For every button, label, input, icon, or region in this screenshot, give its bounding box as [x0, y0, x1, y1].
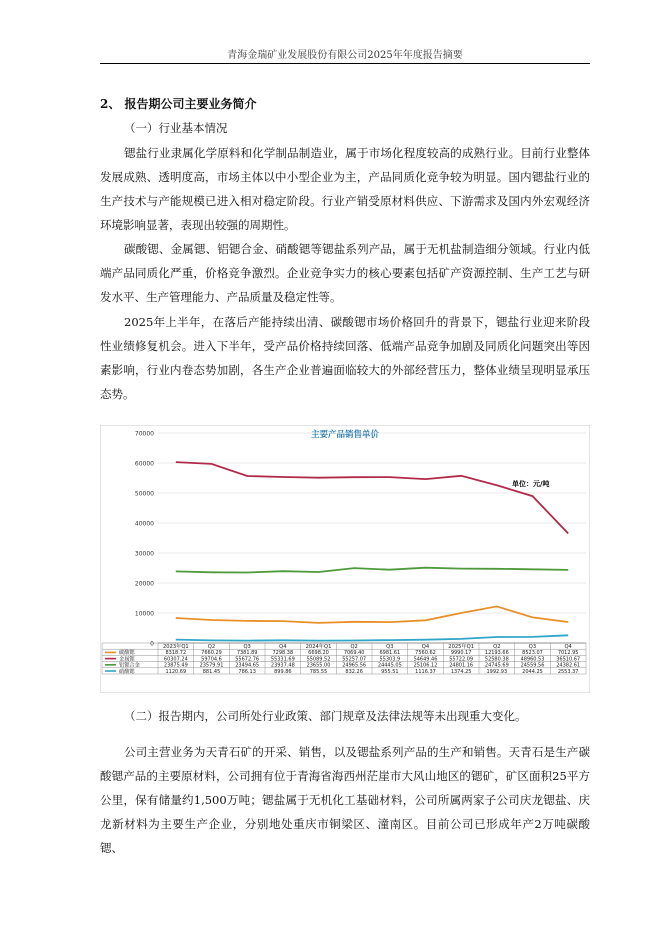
- data-label: 55331.69: [270, 656, 295, 663]
- data-label: 6698.20: [308, 650, 329, 657]
- data-label: 1992.93: [486, 668, 508, 675]
- data-label: 59704.6: [201, 656, 222, 663]
- y-tick-label: 60000: [134, 460, 154, 468]
- x-tick-label: Q3: [243, 644, 251, 650]
- data-label: 8523.07: [522, 650, 543, 657]
- y-tick-label: 40000: [134, 520, 154, 528]
- data-label: 36510.67: [556, 656, 581, 663]
- chart-unit-label: 单位：元/吨: [512, 480, 550, 488]
- x-tick-label: Q2: [207, 644, 216, 650]
- x-tick-label: Q2: [493, 644, 501, 650]
- data-label: 48960.53: [520, 656, 545, 663]
- paragraph-product-competition: 碳酸锶、金属锶、铝锶合金、硝酸锶等锶盐系列产品，属于无机盐制造细分领域。行业内低端产品同质化严重，价格竞争激烈。企业竞争实力的核心要素包括矿产资源控制、生产工艺与研发水平、生产管理能力、产品质量及稳定性等。: [100, 242, 590, 304]
- x-tick-label: Q3: [528, 644, 537, 650]
- data-label: 7069.40: [343, 650, 365, 657]
- data-label: 55722.09: [449, 656, 474, 663]
- data-label: 24382.61: [556, 662, 581, 669]
- y-tick-label: 10000: [134, 610, 154, 618]
- y-tick-label: 20000: [134, 580, 154, 588]
- page-header: 青海金瑞矿业发展股份有限公司2025年年度报告摘要: [227, 50, 463, 61]
- x-tick-label: 2025年Q1: [448, 644, 475, 650]
- legend-entry: 硝酸锶: [119, 668, 135, 675]
- legend-entry: 碳酸锶: [119, 650, 135, 657]
- data-label: 7660.29: [201, 650, 222, 657]
- data-label: 52580.38: [484, 656, 509, 663]
- header-rule: [100, 63, 590, 64]
- x-tick-label: Q4: [279, 644, 287, 650]
- paragraph-main-business: 公司主营业务为天青石矿的开采、销售，以及锶盐系列产品的生产和销售。天青石是生产碳酸锶产品的主要原材料，公司拥有位于青海省海西州茫崖市大风山地区的锶矿，矿区面积25平方公里，保有储量约1,500万吨；锶盐属于无机化工基础材料，公司所属两家子公司庆龙锶盐、庆龙新材料为主要生产企业，分别地处重庆市铜梁区、潼南区。目前公司已形成年产2万吨碳酸锶、: [100, 745, 590, 855]
- data-label: 2553.37: [557, 668, 579, 675]
- data-label: 24801.16: [449, 662, 474, 669]
- data-label: 1116.37: [415, 668, 436, 675]
- data-label: 55257.07: [342, 656, 367, 663]
- data-label: 786.13: [238, 668, 256, 675]
- paragraph-industry-overview: 锶盐行业隶属化学原料和化学制品制造业，属于市场化程度较高的成熟行业。目前行业整体发展成熟、透明度高，市场主体以中小型企业为主，产品同质化竞争较为明显。国内锶盐行业的生产技术与产能规模已进入相对稳定阶段。行业产销受原材料供应、下游需求及国内外宏观经济环境影响显著，表现出较强的周期性。: [100, 146, 590, 232]
- data-label: 24445.05: [377, 662, 402, 669]
- section-heading: 2、 报告期公司主要业务简介: [100, 97, 257, 111]
- legend-entry: 金属锶: [119, 656, 135, 663]
- data-label: 955.51: [381, 668, 399, 675]
- data-label: 12193.66: [484, 650, 509, 657]
- data-label: 54649.46: [413, 656, 438, 663]
- data-label: 1120.69: [165, 668, 187, 675]
- data-label: 899.86: [274, 668, 292, 675]
- data-label: 25106.12: [413, 662, 438, 669]
- data-label: 8318.72: [165, 650, 187, 657]
- data-label: 60307.24: [163, 656, 188, 663]
- data-label: 24559.56: [520, 662, 545, 669]
- sales-price-chart: [100, 425, 590, 693]
- data-label: 9990.17: [450, 650, 472, 657]
- data-label: 7381.89: [236, 650, 258, 657]
- y-tick-label: 70000: [134, 430, 154, 438]
- x-tick-label: 2024年Q1: [305, 644, 332, 650]
- data-label: 23494.65: [235, 662, 260, 669]
- data-label: 23937.48: [270, 662, 295, 669]
- data-label: 785.55: [309, 668, 328, 675]
- data-label: 832.26: [345, 668, 363, 675]
- data-label: 23579.91: [199, 662, 224, 669]
- x-tick-label: Q4: [564, 644, 572, 650]
- x-tick-label: Q2: [350, 644, 358, 650]
- y-tick-label: 50000: [134, 490, 154, 498]
- data-label: 23655.00: [306, 662, 331, 669]
- data-label: 7560.62: [415, 650, 436, 657]
- data-label: 7298.38: [272, 650, 294, 657]
- legend-entry: 铝锶合金: [119, 662, 140, 669]
- data-label: 881.45: [202, 668, 221, 675]
- x-tick-label: Q4: [421, 644, 430, 650]
- data-label: 55089.52: [306, 656, 331, 663]
- data-label: 23875.49: [163, 662, 188, 669]
- subsection-heading-industry: （一）行业基本情况: [124, 121, 228, 135]
- paragraph-2025-trend: 2025年上半年，在落后产能持续出清、碳酸锶市场价格回升的背景下，锶盐行业迎来阶段性业绩修复机会。进入下半年，受产品价格持续回落、低端产品竞争加剧及同质化问题突出等因素影响，行业内卷态势加剧，各生产企业普遍面临较大的外部经营压力，整体业绩呈现明显承压态势。: [100, 315, 590, 401]
- y-tick-label: 30000: [134, 550, 154, 558]
- data-label: 24965.56: [342, 662, 367, 669]
- data-label: 6981.61: [379, 650, 401, 657]
- data-label: 2044.25: [522, 668, 543, 675]
- x-tick-label: 2023年Q1: [162, 644, 189, 650]
- data-label: 55672.76: [235, 656, 260, 663]
- data-label: 24745.69: [484, 662, 509, 669]
- data-label: 7012.95: [557, 650, 579, 657]
- data-label: 55303.9: [379, 656, 401, 663]
- chart-title: 主要产品销售单价: [310, 430, 380, 440]
- x-tick-label: Q3: [386, 644, 394, 650]
- subsection-heading-policy: （二）报告期内，公司所处行业政策、部门规章及法律法规等未出现重大变化。: [124, 709, 527, 723]
- y-tick-label: 0: [150, 640, 154, 648]
- data-label: 1374.25: [450, 668, 472, 675]
